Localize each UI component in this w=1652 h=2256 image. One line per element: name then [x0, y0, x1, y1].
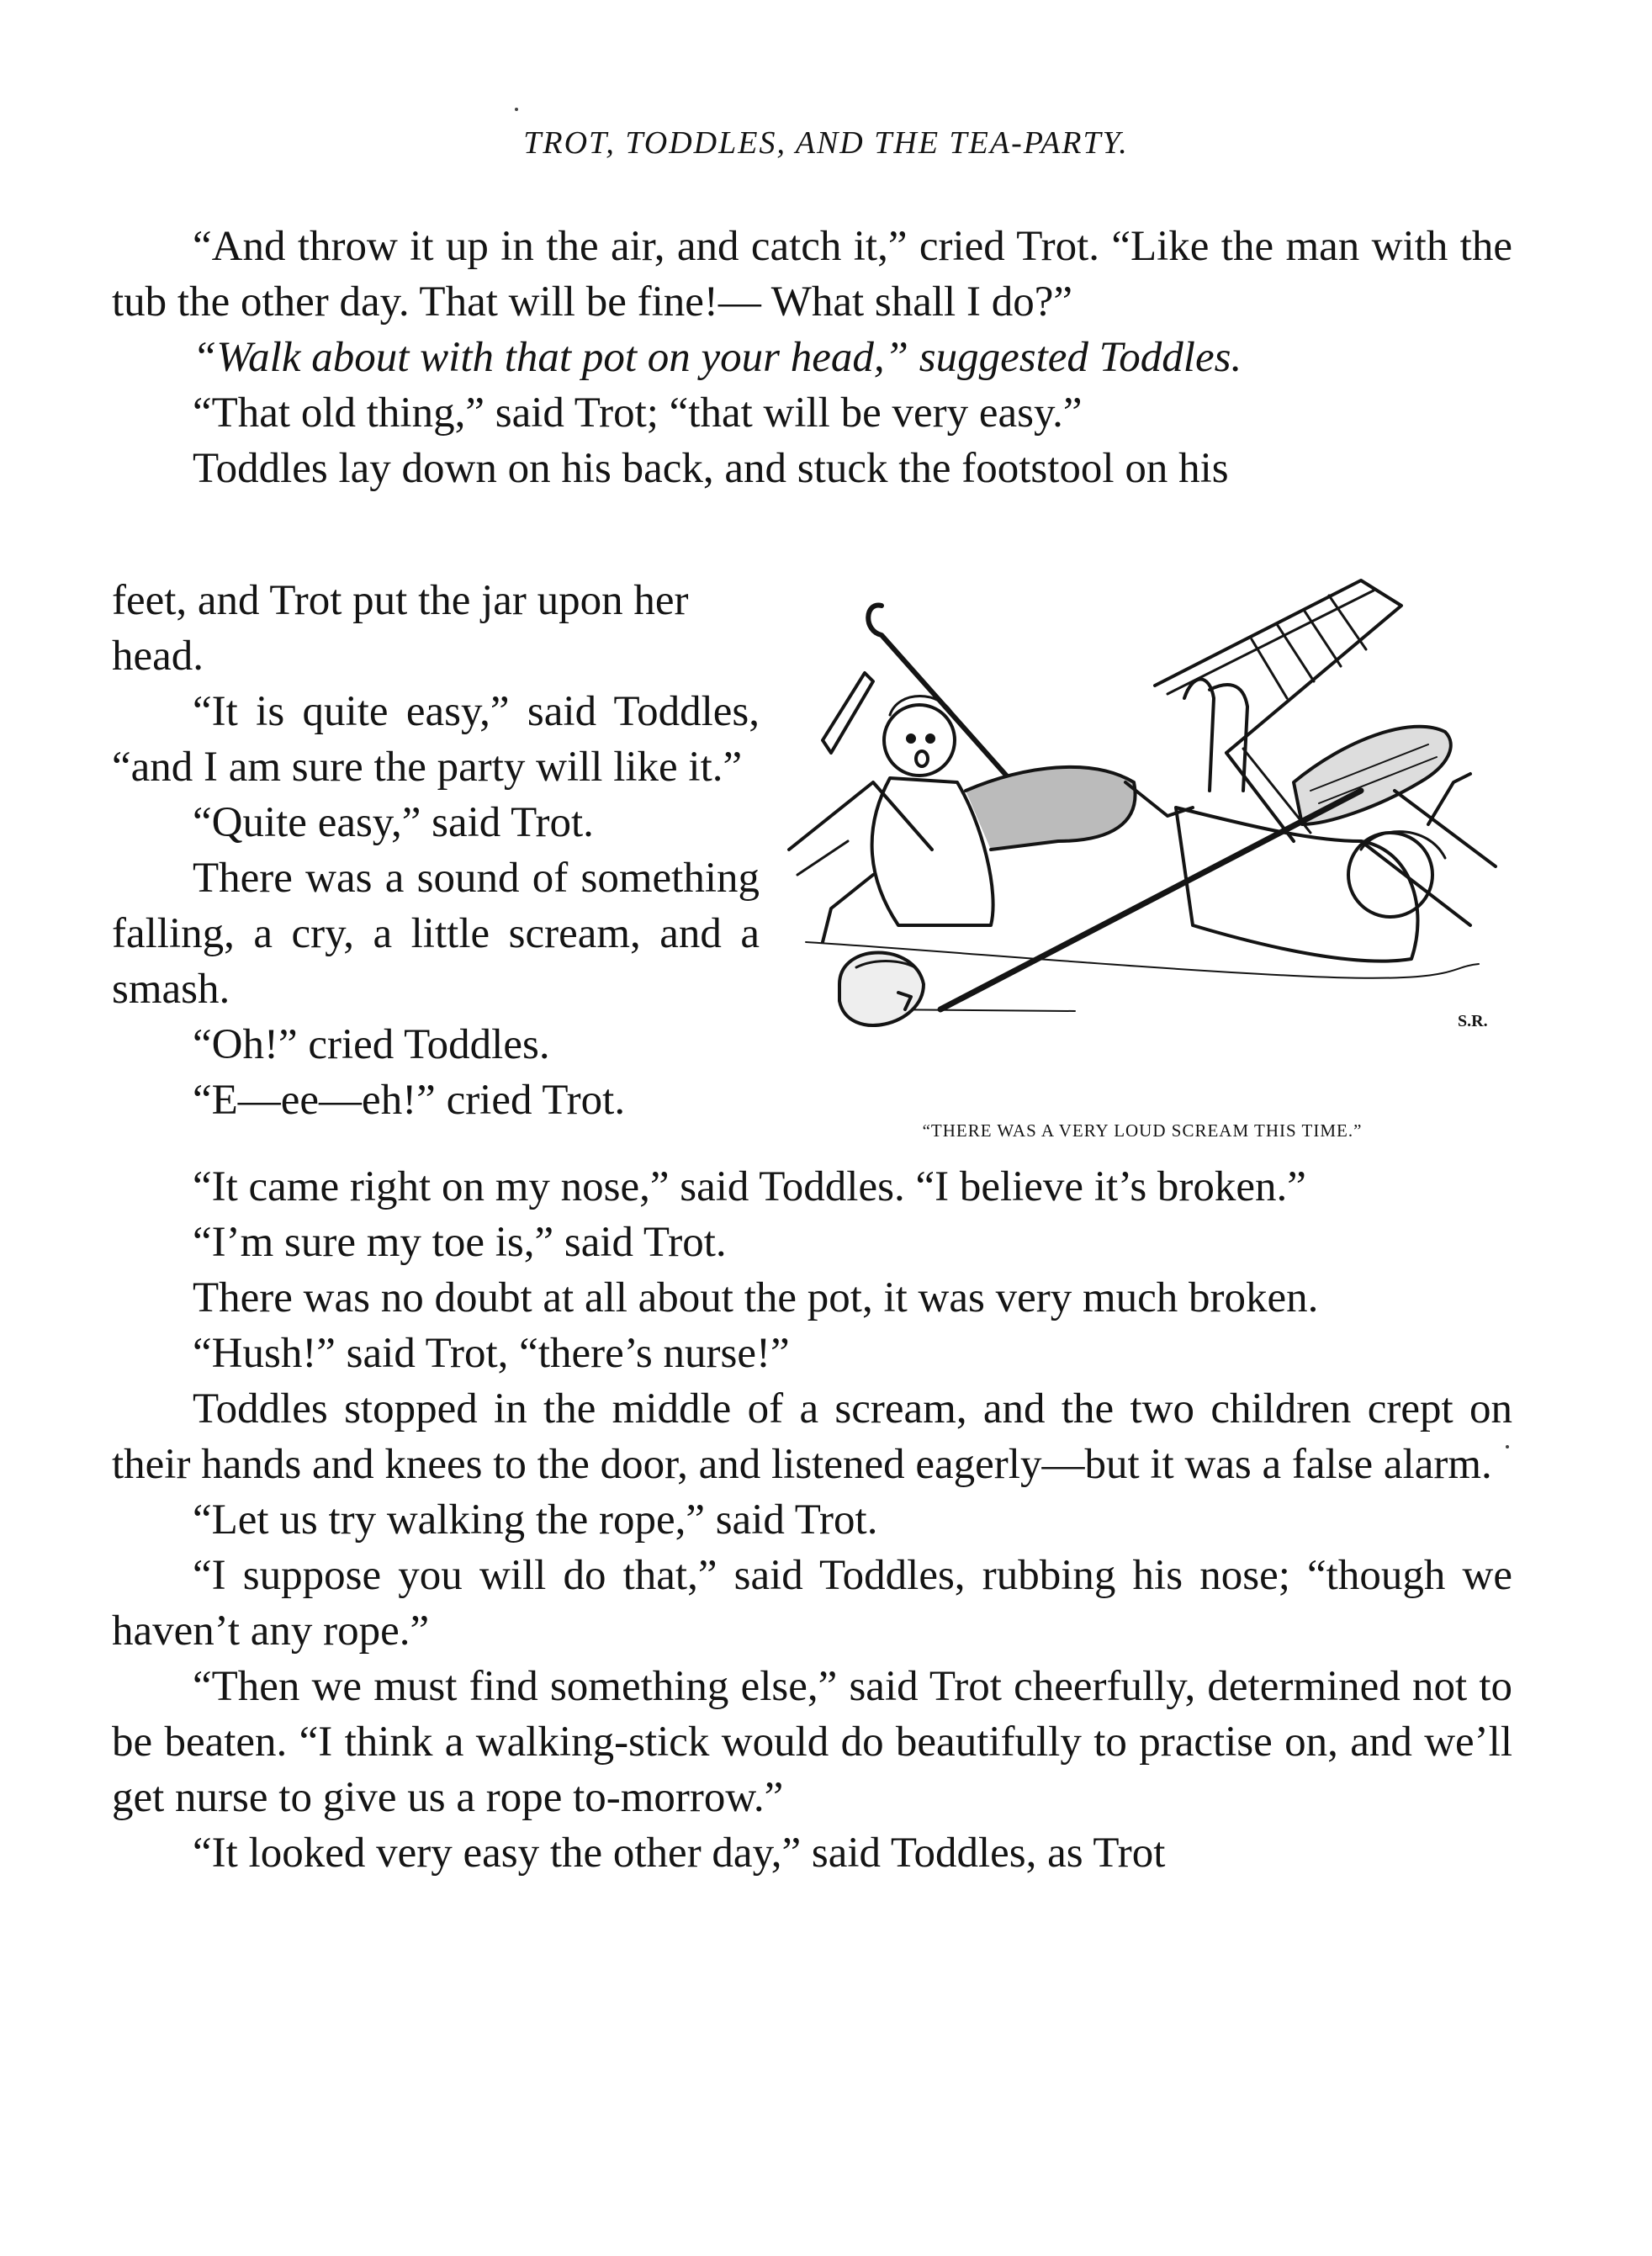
bottom-text-block — [112, 1159, 1512, 1881]
paragraph: “I suppose you will do that,” said Toddles, rubbing his nose; “though we haven’t any rope.” — [112, 1552, 1512, 1655]
paragraph: “Hush!” said Trot, “there’s nurse!” — [193, 1330, 790, 1377]
paragraph: “Let us try walking the rope,” said Trot. — [193, 1496, 878, 1544]
illustration — [772, 572, 1512, 1141]
top-text-block — [112, 219, 1512, 496]
paragraph: “E—ee—eh!” cried Trot. — [193, 1077, 626, 1124]
paragraph: feet, and Trot put the jar upon her head. — [112, 577, 689, 680]
paragraph: “That old thing,” said Trot; “that will be very easy.” — [193, 389, 1083, 437]
paragraph: “I’m sure my toe is,” said Trot. — [193, 1219, 727, 1266]
text-beside-figure — [112, 573, 760, 1128]
paragraph: “Then we must find something else,” said Trot cheerfully, determined not to be beaten. “I think a walking-stick would do beautifully to practise on, and we’ll get nurse to give us a rope to-morrow.” — [112, 1663, 1512, 1821]
paper-speck — [1506, 1445, 1509, 1448]
paragraph: “It looked very easy the other day,” said Toddles, as Trot — [193, 1830, 1166, 1877]
paragraph: “And throw it up in the air, and catch it,” cried Trot. “Like the man with the tub the other day. That will be fine!— What shall I do?” — [112, 223, 1512, 326]
broken-pot-icon — [839, 953, 924, 1025]
paragraph: Toddles lay down on his back, and stuck the footstool on his — [193, 445, 1229, 492]
illustrator-signature: S.R. — [1458, 1012, 1488, 1030]
figure-caption: “THERE WAS A VERY LOUD SCREAM THIS TIME.” — [922, 1120, 1363, 1141]
paper-speck — [515, 108, 518, 111]
paragraph: “Quite easy,” said Trot. — [193, 799, 594, 846]
paragraph: “Oh!” cried Toddles. — [193, 1021, 550, 1068]
paragraph: There was a sound of something falling, a cry, a little scream, and a smash. — [112, 855, 760, 1013]
illustration-drawing — [772, 572, 1512, 1083]
paragraph: “It came right on my nose,” said Toddles. “I believe it’s broken.” — [193, 1163, 1306, 1210]
paragraph: There was no doubt at all about the pot, it was very much broken. — [193, 1274, 1319, 1321]
running-header: TROT, TODDLES, AND THE TEA-PARTY. — [523, 125, 1129, 161]
paragraph: “Walk about with that pot on your head,” suggested Toddles. — [193, 334, 1242, 381]
paragraph: “It is quite easy,” said Toddles, “and I am sure the party will like it.” — [112, 688, 760, 791]
paragraph: Toddles stopped in the middle of a scream, and the two children crept on their hands and knees to the door, and listened eagerly—but it was a false alarm. — [112, 1385, 1512, 1488]
